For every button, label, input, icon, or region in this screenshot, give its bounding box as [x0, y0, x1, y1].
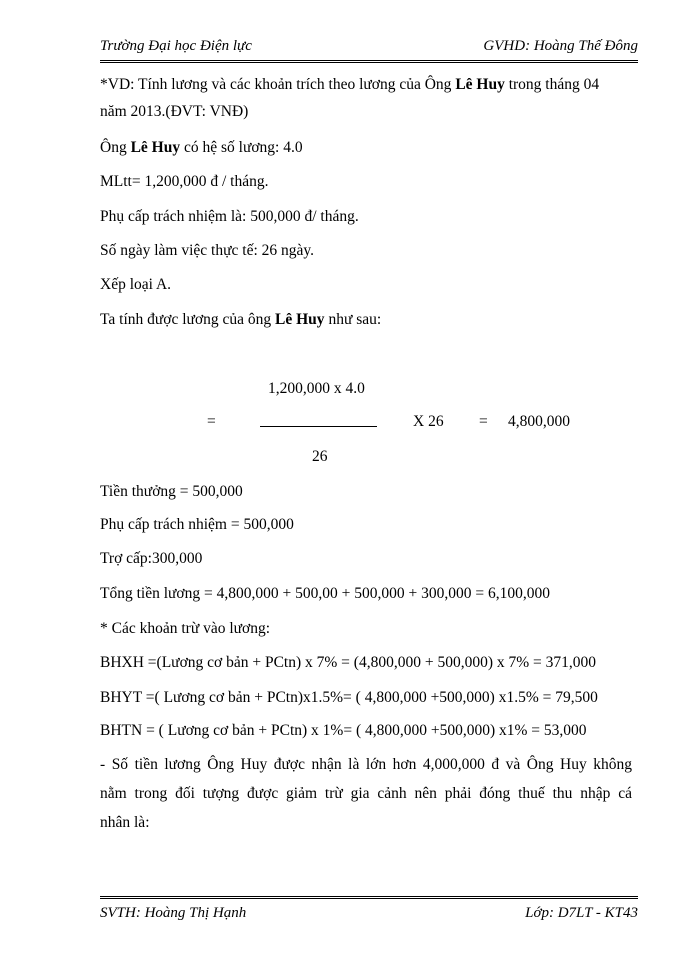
header-advisor: GVHD: Hoàng Thế Đông	[483, 38, 638, 54]
mltt-line: MLtt= 1,200,000 đ / tháng.	[100, 173, 269, 190]
employee-name: Lê Huy	[275, 311, 325, 328]
formula-numerator: 1,200,000 x 4.0	[268, 380, 365, 397]
header-school: Trường Đại học Điện lực	[100, 38, 252, 54]
page-footer	[100, 896, 638, 929]
fraction-bar	[260, 426, 377, 427]
bonus-line: Tiền thưởng = 500,000	[100, 483, 243, 500]
formula-equals-2: =	[479, 413, 488, 430]
total-salary-line: Tổng tiền lương = 4,800,000 + 500,00 + 500,000 + 300,000 = 6,100,000	[100, 585, 550, 602]
allowance-total-line: Phụ cấp trách nhiệm = 500,000	[100, 516, 294, 533]
bhyt-line: BHYT =( Lương cơ bản + PCtn)x1.5%= ( 4,800,000 +500,000) x1.5% = 79,500	[100, 689, 598, 706]
deductions-heading: * Các khoản trừ vào lương:	[100, 620, 271, 637]
coefficient-line: Ông Lê Huy có hệ số lương: 4.0	[100, 139, 303, 156]
tax-note-line-1: - Số tiền lương Ông Huy được nhận là lớn hơn 4,000,000 đ và Ông Huy không	[100, 756, 632, 773]
formula-equals: =	[207, 413, 216, 430]
formula-times: X 26	[413, 413, 444, 430]
tax-note-line-2: nằm trong đối tượng được giảm trừ gia cảnh nên phải đóng thuế thu nhập cá	[100, 785, 632, 802]
formula-denominator: 26	[312, 448, 328, 465]
tax-note-line-3: nhân là:	[100, 814, 150, 831]
example-line-1: *VD: Tính lương và các khoản trích theo lương của Ông Lê Huy trong tháng 04	[100, 76, 600, 93]
formula-result: 4,800,000	[508, 413, 570, 430]
footer-student: SVTH: Hoàng Thị Hạnh	[100, 905, 247, 921]
workdays-line: Số ngày làm việc thực tế: 26 ngày.	[100, 242, 315, 259]
calc-intro-line: Ta tính được lương của ông Lê Huy như sau:	[100, 311, 382, 328]
grade-line: Xếp loại A.	[100, 276, 172, 293]
footer-class: Lớp: D7LT - KT43	[525, 905, 638, 921]
bhxh-line: BHXH =(Lương cơ bản + PCtn) x 7% = (4,800,000 + 500,000) x 7% = 371,000	[100, 654, 597, 671]
bhtn-line: BHTN = ( Lương cơ bản + PCtn) x 1%= ( 4,800,000 +500,000) x1% = 53,000	[100, 722, 587, 739]
example-line-2: năm 2013.(ĐVT: VNĐ)	[100, 103, 249, 120]
employee-name: Lê Huy	[130, 139, 181, 156]
subsidy-line: Trợ cấp:300,000	[100, 550, 203, 567]
allowance-line: Phụ cấp trách nhiệm là: 500,000 đ/ tháng.	[100, 208, 359, 225]
employee-name: Lê Huy	[455, 76, 505, 93]
page-header	[100, 38, 638, 63]
